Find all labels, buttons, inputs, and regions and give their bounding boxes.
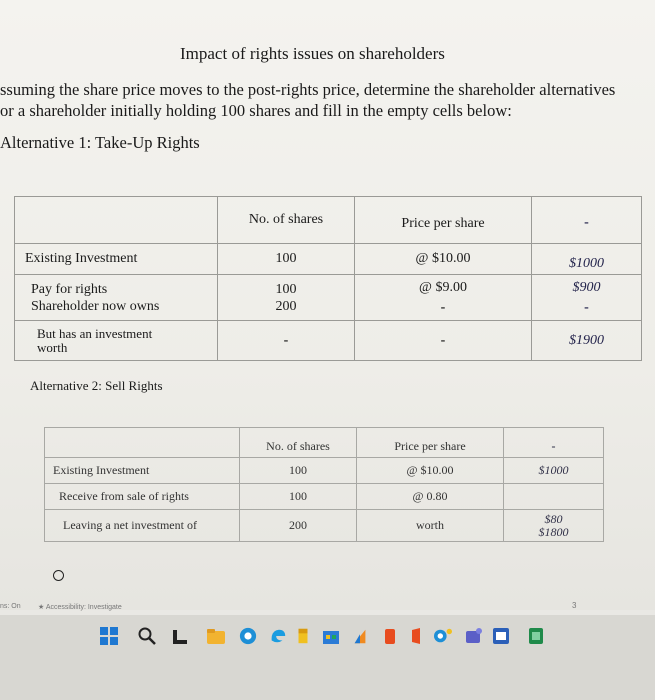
row-price xyxy=(355,275,532,321)
alternative-1-table xyxy=(14,196,642,361)
row-price: @ 0.80 xyxy=(357,484,504,510)
folder-icon[interactable] xyxy=(206,627,226,645)
row-label: Existing Investment xyxy=(15,244,218,275)
row-label-line2: Shareholder now owns xyxy=(31,298,160,314)
edge-icon[interactable] xyxy=(268,627,288,645)
header-shares: No. of shares xyxy=(240,428,357,458)
windows-icon[interactable] xyxy=(100,627,118,645)
header-value: - xyxy=(532,197,642,244)
table-row xyxy=(45,510,604,542)
row-label-line2: worth xyxy=(37,339,68,355)
row-value-line2: - xyxy=(584,299,589,315)
row-price: - xyxy=(355,321,532,361)
taskbar xyxy=(0,615,655,700)
table-row xyxy=(15,275,642,321)
row-value-line2: $1800 xyxy=(538,524,569,539)
alternative-1-heading: Alternative 1: Take-Up Rights xyxy=(0,133,200,152)
header-price: Price per share xyxy=(357,428,504,458)
page-title: Impact of rights issues on shareholders xyxy=(180,44,445,63)
task-view-icon[interactable] xyxy=(172,627,188,645)
row-value: $1900 xyxy=(532,321,642,361)
row-value xyxy=(504,510,604,542)
row-shares-line2: 200 xyxy=(275,298,297,314)
page-number: 3 xyxy=(572,601,577,610)
row-price: worth xyxy=(357,510,504,542)
row-label: Receive from sale of rights xyxy=(45,484,240,510)
row-value: $1000 xyxy=(532,244,642,275)
row-price: @ $10.00 xyxy=(357,458,504,484)
accessibility-icon: ★ xyxy=(38,604,45,611)
row-label: Existing Investment xyxy=(45,458,240,484)
status-bar xyxy=(0,597,655,615)
excel-icon[interactable] xyxy=(528,627,544,645)
photos-icon[interactable] xyxy=(432,627,454,645)
header-cell-blank xyxy=(45,428,240,458)
row-value-line1: $80 xyxy=(544,511,563,526)
explorer-icon[interactable] xyxy=(296,627,310,645)
maps-icon[interactable] xyxy=(352,627,368,645)
alternative-2-table xyxy=(44,427,604,542)
accessibility-label: Accessibility: Investigate xyxy=(45,604,122,611)
row-shares xyxy=(218,275,355,321)
word-icon[interactable] xyxy=(492,627,510,645)
row-value xyxy=(504,484,604,510)
row-shares: 200 xyxy=(240,510,357,542)
header-shares: No. of shares xyxy=(218,197,355,244)
header-price: Price per share xyxy=(355,197,532,244)
table-row xyxy=(15,321,642,361)
teams-icon[interactable] xyxy=(462,627,484,645)
row-value: $1000 xyxy=(504,458,604,484)
chrome-icon[interactable] xyxy=(238,627,258,645)
status-text: ns: On xyxy=(0,603,21,610)
table-header-row xyxy=(45,428,604,458)
office-icon[interactable] xyxy=(410,627,422,645)
row-label xyxy=(15,321,218,361)
row-price-line1: @ $9.00 xyxy=(419,279,467,295)
row-label: Leaving a net investment of xyxy=(45,510,240,542)
vpn-icon[interactable] xyxy=(384,627,396,645)
table-row xyxy=(45,484,604,510)
row-label-line1: Pay for rights xyxy=(31,281,108,297)
table-header-row xyxy=(15,197,642,244)
intro-line-2: or a shareholder initially holding 100 shares and fill in the empty cells below: xyxy=(0,101,512,120)
alternative-2-heading: Alternative 2: Sell Rights xyxy=(30,378,163,393)
store-icon[interactable] xyxy=(322,627,340,645)
intro-line-1: ssuming the share price moves to the post-rights price, determine the shareholder alternatives xyxy=(0,80,616,99)
row-shares: 100 xyxy=(240,484,357,510)
row-label-line1: But has an investment xyxy=(37,325,153,341)
search-icon[interactable] xyxy=(138,627,156,645)
accessibility-status[interactable] xyxy=(38,603,122,611)
header-cell-blank xyxy=(15,197,218,244)
row-value xyxy=(532,275,642,321)
row-shares: 100 xyxy=(218,244,355,275)
table-row xyxy=(15,244,642,275)
row-shares: 100 xyxy=(240,458,357,484)
row-price: @ $10.00 xyxy=(355,244,532,275)
row-value-line1: $900 xyxy=(572,279,601,295)
row-shares-line1: 100 xyxy=(275,281,297,297)
header-value: - xyxy=(504,428,604,458)
row-label xyxy=(15,275,218,321)
table-row xyxy=(45,458,604,484)
radio-button[interactable] xyxy=(53,570,64,581)
row-price-line2: - xyxy=(440,299,446,315)
row-shares: - xyxy=(218,321,355,361)
